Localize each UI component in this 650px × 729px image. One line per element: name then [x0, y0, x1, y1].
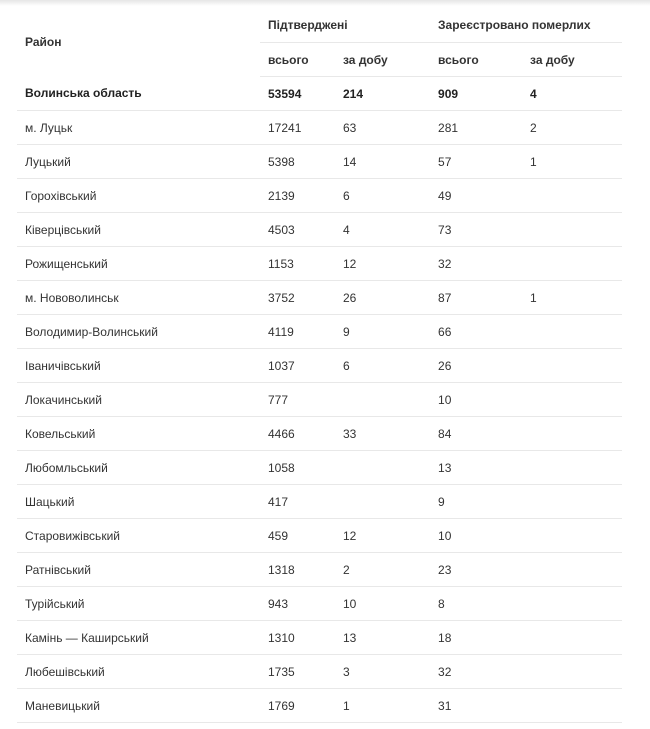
cell-confirmed-total: 777 — [260, 383, 335, 417]
cell-deaths-total: 18 — [430, 621, 522, 655]
cell-deaths-total: 73 — [430, 213, 522, 247]
cell-deaths-total: 32 — [430, 655, 522, 689]
cell-deaths-daily — [522, 485, 622, 519]
table-row — [17, 247, 622, 281]
cell-district: Рожищенський — [17, 247, 260, 281]
cell-deaths-total: 909 — [430, 77, 522, 111]
table-row — [17, 587, 622, 621]
header-confirmed-daily: за добу — [335, 43, 430, 77]
table-body — [17, 77, 622, 723]
cell-confirmed-daily: 6 — [335, 179, 430, 213]
cell-confirmed-total: 1318 — [260, 553, 335, 587]
cell-deaths-total: 66 — [430, 315, 522, 349]
cell-district: Ківерцівський — [17, 213, 260, 247]
cell-confirmed-total: 17241 — [260, 111, 335, 145]
cell-deaths-daily — [522, 349, 622, 383]
cell-confirmed-daily: 26 — [335, 281, 430, 315]
cell-deaths-daily: 2 — [522, 111, 622, 145]
cell-confirmed-daily: 3 — [335, 655, 430, 689]
cell-deaths-total: 10 — [430, 383, 522, 417]
cell-district: Ратнівський — [17, 553, 260, 587]
cell-district: Маневицький — [17, 689, 260, 723]
cell-confirmed-total: 5398 — [260, 145, 335, 179]
cell-confirmed-total: 459 — [260, 519, 335, 553]
table-row — [17, 451, 622, 485]
cell-deaths-daily: 1 — [522, 281, 622, 315]
cell-confirmed-total: 1037 — [260, 349, 335, 383]
cell-district: Турійський — [17, 587, 260, 621]
table-row — [17, 655, 622, 689]
cell-district: Любешівський — [17, 655, 260, 689]
cell-district: Локачинський — [17, 383, 260, 417]
cell-deaths-total: 26 — [430, 349, 522, 383]
table-row — [17, 519, 622, 553]
table-row — [17, 417, 622, 451]
cell-district: м. Луцьк — [17, 111, 260, 145]
cell-deaths-daily: 4 — [522, 77, 622, 111]
cell-district: Камінь — Каширський — [17, 621, 260, 655]
cell-deaths-total: 49 — [430, 179, 522, 213]
cell-deaths-daily — [522, 587, 622, 621]
cell-confirmed-total: 4466 — [260, 417, 335, 451]
cell-confirmed-daily — [335, 485, 430, 519]
cell-deaths-daily — [522, 383, 622, 417]
cell-deaths-total: 57 — [430, 145, 522, 179]
table-row-total — [17, 77, 622, 111]
covid-stats-table — [17, 8, 622, 723]
cell-confirmed-total: 1310 — [260, 621, 335, 655]
table-row — [17, 621, 622, 655]
table-row — [17, 485, 622, 519]
cell-confirmed-daily: 33 — [335, 417, 430, 451]
cell-confirmed-total: 1769 — [260, 689, 335, 723]
cell-district: Володимир-Волинський — [17, 315, 260, 349]
cell-deaths-daily — [522, 247, 622, 281]
cell-confirmed-daily: 6 — [335, 349, 430, 383]
table-row — [17, 145, 622, 179]
cell-confirmed-daily: 2 — [335, 553, 430, 587]
cell-confirmed-daily: 1 — [335, 689, 430, 723]
cell-district: Іваничівський — [17, 349, 260, 383]
cell-deaths-daily — [522, 689, 622, 723]
cell-confirmed-total: 1153 — [260, 247, 335, 281]
cell-deaths-daily: 1 — [522, 145, 622, 179]
cell-confirmed-total: 2139 — [260, 179, 335, 213]
cell-deaths-daily — [522, 553, 622, 587]
cell-confirmed-daily: 63 — [335, 111, 430, 145]
table-row — [17, 213, 622, 247]
cell-district: Луцький — [17, 145, 260, 179]
cell-confirmed-daily: 214 — [335, 77, 430, 111]
cell-deaths-total: 31 — [430, 689, 522, 723]
cell-deaths-daily — [522, 417, 622, 451]
header-deaths-daily: за добу — [522, 43, 622, 77]
cell-confirmed-daily: 10 — [335, 587, 430, 621]
cell-district: м. Нововолинськ — [17, 281, 260, 315]
header-rayon: Район — [25, 35, 62, 50]
cell-deaths-daily — [522, 519, 622, 553]
cell-deaths-total: 8 — [430, 587, 522, 621]
top-shadow — [0, 0, 650, 6]
cell-district: Старовижівський — [17, 519, 260, 553]
cell-confirmed-total: 53594 — [260, 77, 335, 111]
cell-deaths-total: 10 — [430, 519, 522, 553]
table-row — [17, 689, 622, 723]
cell-deaths-total: 87 — [430, 281, 522, 315]
cell-deaths-daily — [522, 621, 622, 655]
cell-deaths-daily — [522, 179, 622, 213]
cell-confirmed-daily: 12 — [335, 247, 430, 281]
cell-deaths-total: 13 — [430, 451, 522, 485]
cell-deaths-daily — [522, 315, 622, 349]
cell-district: Любомльський — [17, 451, 260, 485]
table-row — [17, 315, 622, 349]
cell-confirmed-daily — [335, 383, 430, 417]
table-row — [17, 553, 622, 587]
table-row — [17, 349, 622, 383]
cell-district: Горохівський — [17, 179, 260, 213]
cell-deaths-total: 23 — [430, 553, 522, 587]
cell-confirmed-total: 4119 — [260, 315, 335, 349]
cell-confirmed-daily: 13 — [335, 621, 430, 655]
cell-confirmed-total: 943 — [260, 587, 335, 621]
header-deaths-total: всього — [430, 43, 522, 77]
cell-confirmed-daily: 4 — [335, 213, 430, 247]
cell-confirmed-total: 1735 — [260, 655, 335, 689]
cell-deaths-total: 9 — [430, 485, 522, 519]
cell-deaths-total: 84 — [430, 417, 522, 451]
table-row — [17, 111, 622, 145]
cell-deaths-daily — [522, 451, 622, 485]
table-row — [17, 383, 622, 417]
cell-district: Ковельський — [17, 417, 260, 451]
cell-confirmed-daily: 14 — [335, 145, 430, 179]
cell-confirmed-daily: 9 — [335, 315, 430, 349]
table-row — [17, 179, 622, 213]
cell-confirmed-total: 1058 — [260, 451, 335, 485]
cell-confirmed-daily: 12 — [335, 519, 430, 553]
cell-deaths-total: 281 — [430, 111, 522, 145]
cell-deaths-daily — [522, 655, 622, 689]
cell-confirmed-total: 3752 — [260, 281, 335, 315]
header-confirmed: Підтверджені — [260, 8, 430, 43]
cell-deaths-daily — [522, 213, 622, 247]
cell-deaths-total: 32 — [430, 247, 522, 281]
table-header — [17, 8, 622, 77]
cell-confirmed-total: 4503 — [260, 213, 335, 247]
cell-confirmed-daily — [335, 451, 430, 485]
header-deaths: Зареєстровано померлих — [430, 8, 622, 43]
table-row — [17, 281, 622, 315]
header-confirmed-total: всього — [260, 43, 335, 77]
cell-district: Волинська область — [17, 77, 260, 111]
cell-confirmed-total: 417 — [260, 485, 335, 519]
cell-district: Шацький — [17, 485, 260, 519]
